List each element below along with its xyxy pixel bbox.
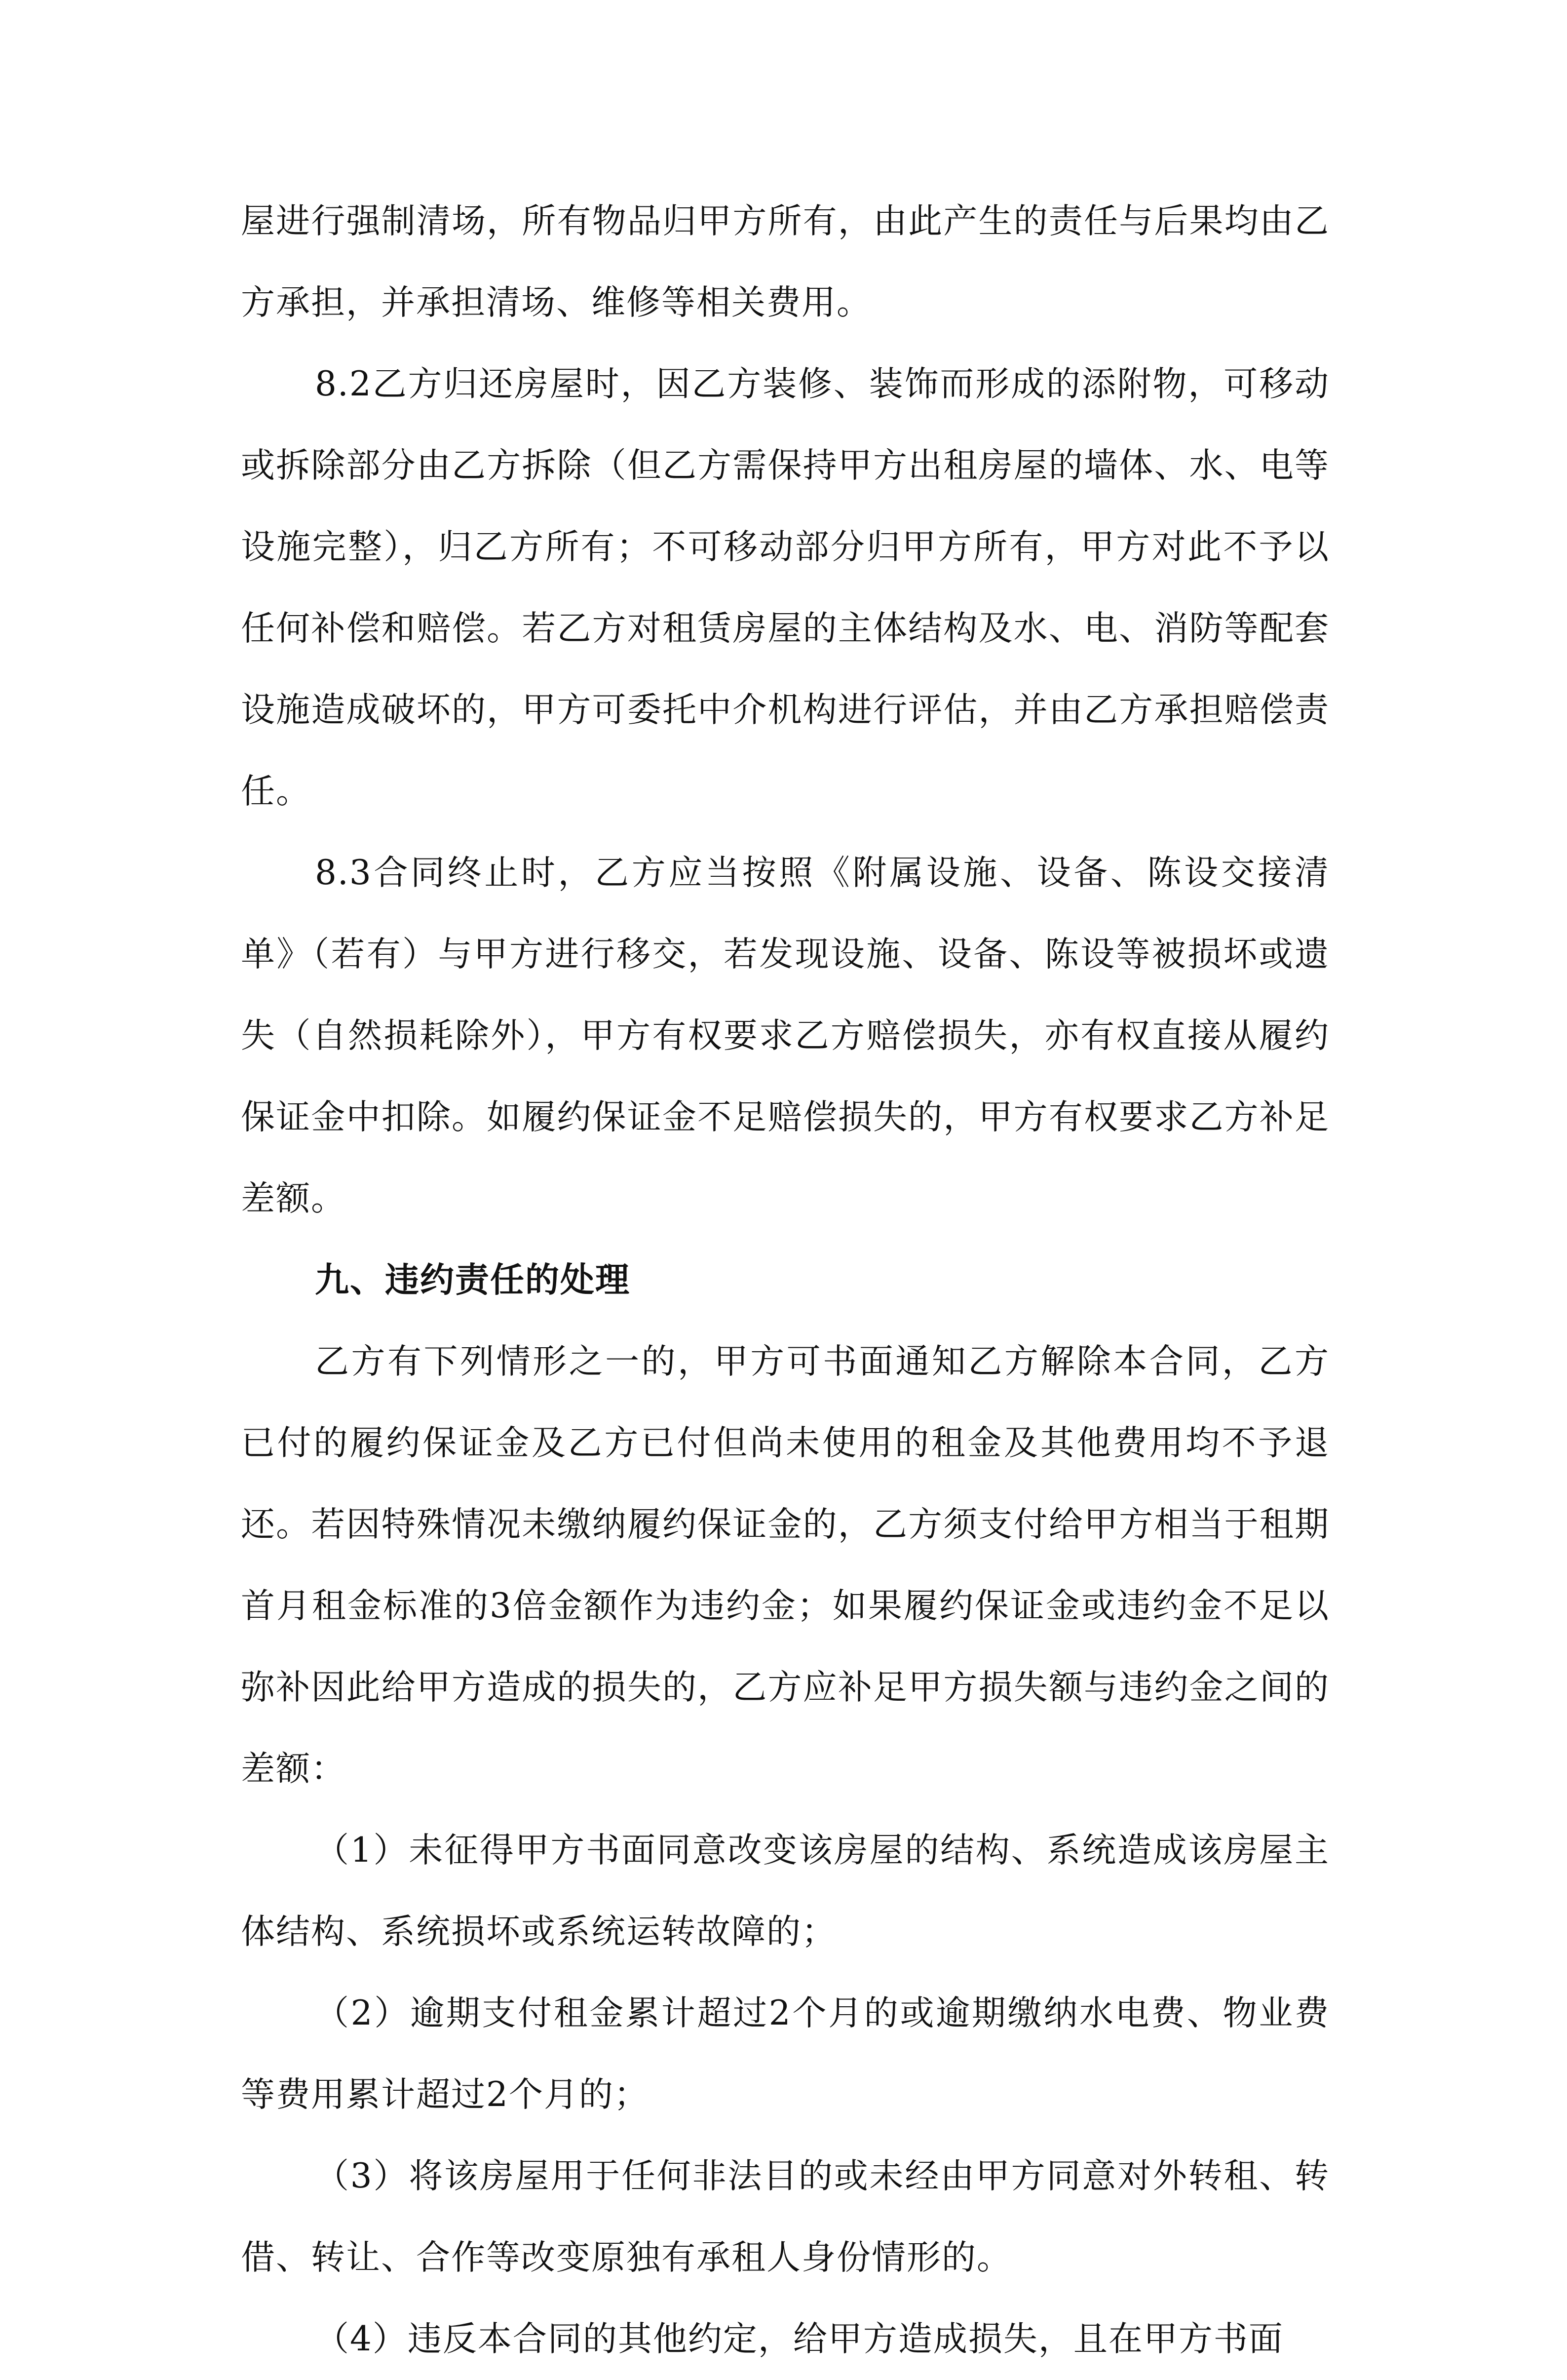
paragraph-item-3: （3）将该房屋用于任何非法目的或未经由甲方同意对外转租、转借、转让、合作等改变原独有承租人身份情形的。	[241, 2156, 1330, 2277]
paragraph-item-2: （2）逾期支付租金累计超过2个月的或逾期缴纳水电费、物业费等费用累计超过2个月的；	[241, 1993, 1330, 2114]
paragraph-clause-8-3: 8.3合同终止时，乙方应当按照《附属设施、设备、陈设交接清单》（若有）与甲方进行移交，若发现设施、设备、陈设等被损坏或遗失（自然损耗除外），甲方有权要求乙方赔偿损失，亦有权直接从履约保证金中扣除。如履约保证金不足赔偿损失的，甲方有权要求乙方补足差额。	[241, 853, 1330, 1218]
paragraph-continuation: 屋进行强制清场，所有物品归甲方所有，由此产生的责任与后果均由乙方承担，并承担清场、维修等相关费用。	[241, 201, 1330, 322]
section-heading-breach: 九、违约责任的处理	[315, 1260, 630, 1300]
paragraph-item-4: （4）违反本合同的其他约定，给甲方造成损失，且在甲方书面	[315, 2319, 1284, 2359]
paragraph-clause-8-2: 8.2乙方归还房屋时，因乙方装修、装饰而形成的添附物，可移动或拆除部分由乙方拆除（但乙方需保持甲方出租房屋的墙体、水、电等设施完整），归乙方所有；不可移动部分归甲方所有，甲方对此不予以任何补偿和赔偿。若乙方对租赁房屋的主体结构及水、电、消防等配套设施造成破坏的，甲方可委托中介机构进行评估，并由乙方承担赔偿责任。	[241, 364, 1330, 811]
paragraph-item-1: （1）未征得甲方书面同意改变该房屋的结构、系统造成该房屋主体结构、系统损坏或系统运转故障的；	[241, 1831, 1330, 1951]
paragraph-breach-intro: 乙方有下列情形之一的，甲方可书面通知乙方解除本合同，乙方已付的履约保证金及乙方已付但尚未使用的租金及其他费用均不予退还。若因特殊情况未缴纳履约保证金的，乙方须支付给甲方相当于租期首月租金标准的3倍金额作为违约金；如果履约保证金或违约金不足以弥补因此给甲方造成的损失的，乙方应补足甲方损失额与违约金之间的差额：	[241, 1342, 1330, 1789]
document-body	[241, 181, 1330, 2380]
